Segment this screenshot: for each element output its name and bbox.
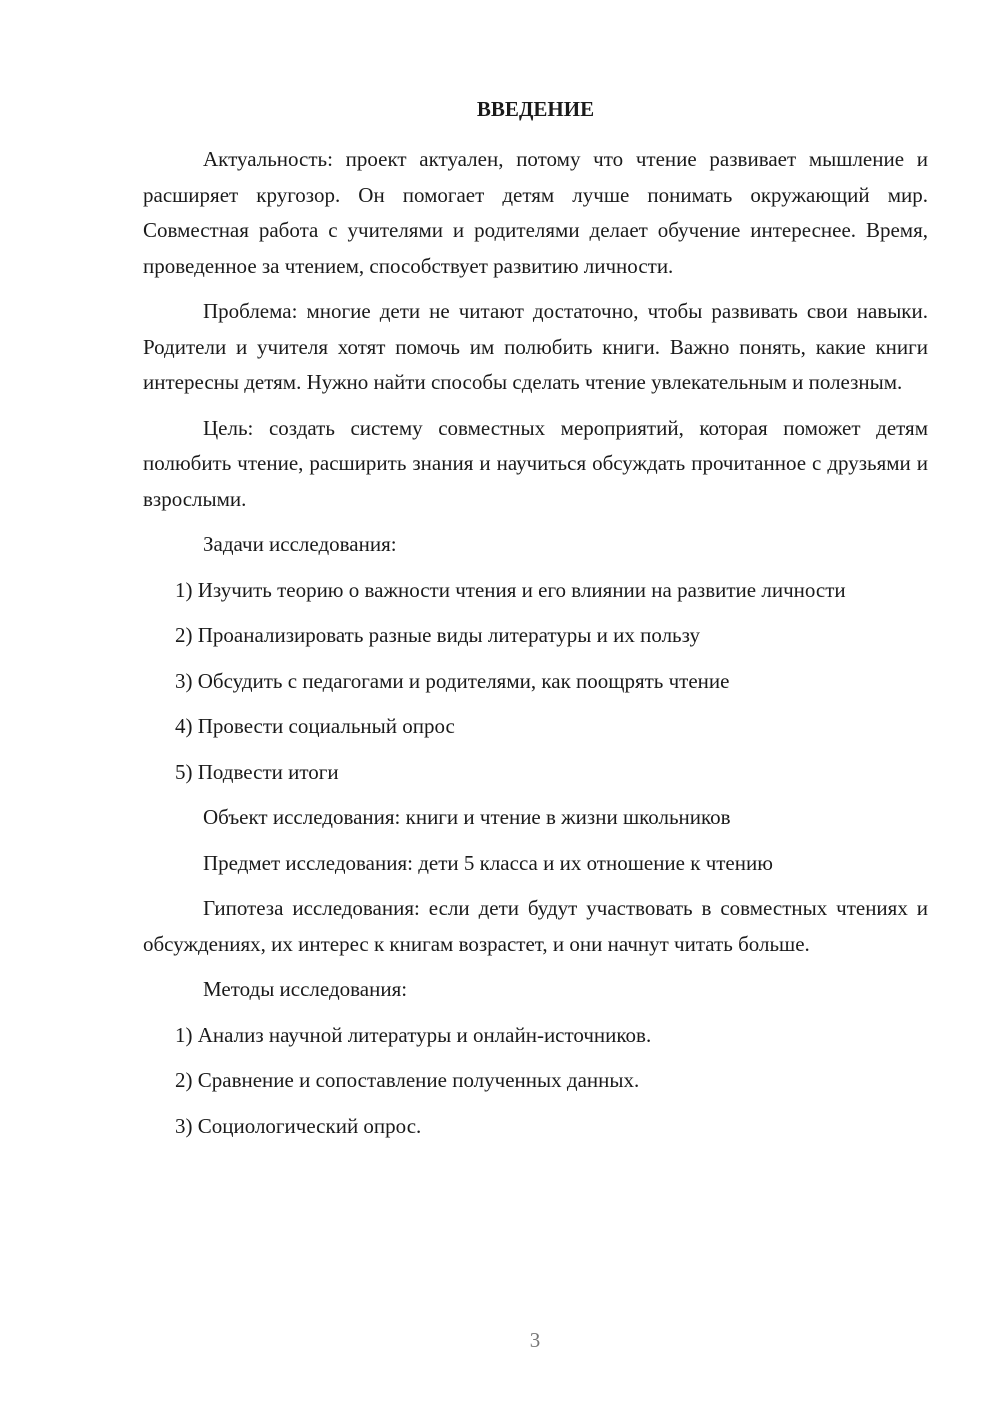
section-title: ВВЕДЕНИЕ bbox=[476, 97, 595, 121]
method-item: 3) Социологический опрос. bbox=[175, 1113, 422, 1138]
method-item: 1) Анализ научной литературы и онлайн-источников. bbox=[175, 1022, 652, 1047]
task-item: 2) Проанализировать разные виды литературы и их пользу bbox=[175, 623, 700, 647]
goal-paragraph: Цель: создать систему совместных мероприятий, которая поможет детям полюбить чтение, расширить знания и научиться обсуждать прочитанное с друзьями и взрослыми. bbox=[143, 415, 928, 511]
hypothesis-paragraph: Гипотеза исследования: если дети будут участвовать в совместных чтениях и обсуждениях, их интерес к книгам возрастет, и они начнут читать больше. bbox=[143, 896, 928, 956]
task-item: 1) Изучить теорию о важности чтения и его влиянии на развитие личности bbox=[175, 577, 846, 602]
page-number: 3 bbox=[529, 1328, 541, 1352]
subject-line: Предмет исследования: дети 5 класса и их отношение к чтению bbox=[203, 850, 773, 875]
task-item: 3) Обсудить с педагогами и родителями, как поощрять чтение bbox=[175, 668, 730, 693]
tasks-heading: Задачи исследования: bbox=[203, 532, 397, 556]
document-page bbox=[143, 92, 928, 1154]
object-line: Объект исследования: книги и чтение в жизни школьников bbox=[203, 805, 731, 829]
problem-paragraph: Проблема: многие дети не читают достаточно, чтобы развивать свои навыки. Родители и учителя хотят помочь им полюбить книги. Важно понять, какие книги интересны детям. Нужно найти способы сделать чтение увлекательным и полезным. bbox=[143, 299, 928, 394]
relevance-paragraph: Актуальность: проект актуален, потому что чтение развивает мышление и расширяет кругозор. Он помогает детям лучше понимать окружающий мир. Совместная работа с учителями и родителями делает обучение интереснее. Время, проведенное за чтением, способствует развитию личности. bbox=[143, 147, 928, 278]
methods-heading: Методы исследования: bbox=[203, 977, 408, 1001]
method-item: 2) Сравнение и сопоставление полученных данных. bbox=[175, 1068, 640, 1092]
task-item: 5) Подвести итоги bbox=[175, 759, 339, 784]
task-item: 4) Провести социальный опрос bbox=[175, 714, 455, 738]
